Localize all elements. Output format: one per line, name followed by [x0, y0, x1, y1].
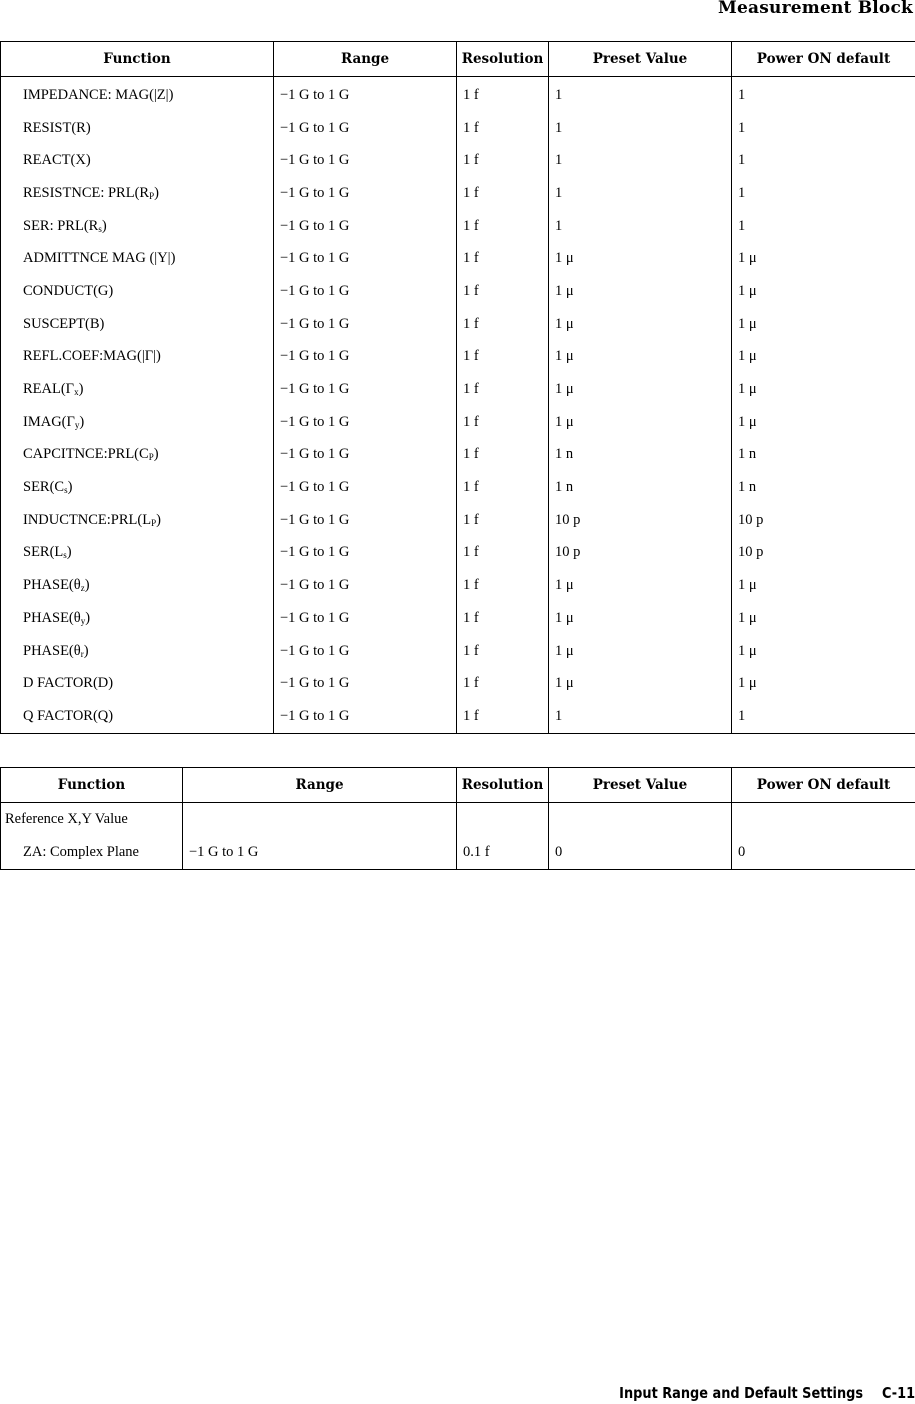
cell-preset-value: 1 n	[549, 471, 732, 504]
function-subscript: x	[74, 387, 79, 398]
table-row	[1, 373, 915, 406]
cell-resolution: 1 f	[457, 602, 549, 635]
cell-resolution: 1 f	[457, 373, 549, 406]
table-row	[1, 537, 915, 570]
cell-function	[1, 373, 274, 406]
cell-power-on-default: 1 μ	[732, 308, 915, 341]
cell-power-on-default: 1 μ	[732, 373, 915, 406]
cell-preset-value: 0	[549, 836, 732, 870]
table-row	[1, 210, 915, 243]
cell-preset-value: 1 μ	[549, 308, 732, 341]
cell-power-on-default: 1	[732, 112, 915, 145]
function-subscript: P	[148, 452, 154, 463]
cell-preset-value: 1 μ	[549, 406, 732, 439]
function-name: REFL.COEF:MAG(|Γ|)	[23, 348, 161, 365]
function-closing: )	[154, 184, 159, 201]
cell-function	[1, 77, 274, 112]
function-name: SER(L	[23, 544, 64, 561]
cell-resolution: 1 f	[457, 275, 549, 308]
table-row	[1, 242, 915, 275]
function-closing: )	[66, 544, 72, 561]
cell-resolution: 1 f	[457, 471, 549, 504]
function-closing: )	[83, 642, 89, 659]
cell-range: −1 G to 1 G	[274, 144, 457, 177]
function-name: RESISTNCE: PRL(R	[23, 184, 150, 201]
cell-range: −1 G to 1 G	[274, 471, 457, 504]
table-row	[1, 667, 915, 700]
cell-function	[1, 471, 274, 504]
function-name: REAL(Γ	[23, 381, 75, 398]
function-subscript: s	[64, 485, 68, 496]
cell-range: −1 G to 1 G	[274, 77, 457, 112]
cell-power-on-default: 1 n	[732, 439, 915, 472]
cell-range: −1 G to 1 G	[274, 406, 457, 439]
function-closing: )	[156, 511, 161, 528]
table-header-row	[1, 768, 915, 803]
cell-preset-value: 1	[549, 700, 732, 733]
function-subscript: P	[151, 517, 157, 528]
cell-range: −1 G to 1 G	[274, 667, 457, 700]
cell-preset-value: 1 μ	[549, 635, 732, 668]
cell-range: −1 G to 1 G	[274, 700, 457, 733]
cell-preset-value: 1 n	[549, 439, 732, 472]
function-name: RESIST(R)	[23, 119, 91, 136]
cell-power-on-default: 1 μ	[732, 406, 915, 439]
cell-resolution: 1 f	[457, 667, 549, 700]
cell-power-on-default: 1 μ	[732, 242, 915, 275]
function-subscript: z	[80, 583, 85, 594]
table-group-row	[1, 803, 915, 837]
header-power-on-default: Power ON default	[732, 42, 915, 77]
cell-range: −1 G to 1 G	[274, 569, 457, 602]
cell-function: ZA: Complex Plane	[1, 836, 183, 870]
cell-power-on-default: 0	[732, 836, 915, 870]
cell-range: −1 G to 1 G	[274, 210, 457, 243]
header-range: Range	[274, 42, 457, 77]
table-row	[1, 836, 915, 870]
cell-power-on-default: 1 μ	[732, 667, 915, 700]
function-closing: )	[85, 609, 91, 626]
page-number: C-11	[881, 1384, 915, 1402]
cell-resolution: 1 f	[457, 700, 549, 733]
cell-power-on-default: 10 p	[732, 537, 915, 570]
function-closing: )	[79, 413, 85, 430]
function-name: Q FACTOR(Q)	[23, 707, 114, 724]
cell-resolution: 1 f	[457, 112, 549, 145]
cell-resolution: 1 f	[457, 341, 549, 374]
cell-power-on-default: 1	[732, 77, 915, 112]
cell-resolution: 1 f	[457, 537, 549, 570]
cell-power-on-default: 1 μ	[732, 275, 915, 308]
table-row	[1, 700, 915, 733]
cell-resolution: 1 f	[457, 144, 549, 177]
cell-range: −1 G to 1 G	[274, 341, 457, 374]
header-range: Range	[183, 768, 457, 803]
function-closing: )	[101, 217, 107, 234]
cell-resolution: 1 f	[457, 439, 549, 472]
cell-preset-value: 1	[549, 177, 732, 210]
cell-function	[1, 242, 274, 275]
function-name: IMAG(Γ	[23, 413, 75, 430]
table-row	[1, 275, 915, 308]
cell-resolution: 1 f	[457, 406, 549, 439]
function-name: IMPEDANCE: MAG(|Z|)	[23, 86, 174, 103]
table-row	[1, 439, 915, 472]
cell-preset-value: 1	[549, 210, 732, 243]
cell-preset-value: 1	[549, 144, 732, 177]
function-subscript: y	[74, 419, 80, 430]
function-name: CONDUCT(G)	[23, 282, 114, 299]
cell-power-on-default: 1	[732, 144, 915, 177]
table-row	[1, 406, 915, 439]
cell-function	[1, 177, 274, 210]
cell-resolution: 1 f	[457, 210, 549, 243]
cell-preset-value: 10 p	[549, 537, 732, 570]
table-row	[1, 569, 915, 602]
cell-preset-value: 1 μ	[549, 602, 732, 635]
group-label: Reference X,Y Value	[1, 803, 183, 837]
cell-power-on-default: 1 n	[732, 471, 915, 504]
cell-range: −1 G to 1 G	[183, 836, 457, 870]
reference-value-table	[0, 767, 915, 870]
function-subscript: s	[98, 223, 102, 234]
cell-function	[1, 341, 274, 374]
cell-function	[1, 275, 274, 308]
function-name: PHASE(θ	[23, 577, 81, 594]
function-name: ADMITTNCE MAG (|Y|)	[23, 250, 176, 267]
table-row	[1, 144, 915, 177]
measurement-range-table	[0, 41, 915, 734]
cell-power-on-default: 1	[732, 700, 915, 733]
cell-function	[1, 504, 274, 537]
cell-range: −1 G to 1 G	[274, 602, 457, 635]
cell-resolution: 1 f	[457, 242, 549, 275]
cell-function	[1, 406, 274, 439]
cell-range: −1 G to 1 G	[274, 504, 457, 537]
table-row	[1, 112, 915, 145]
header-preset-value: Preset Value	[549, 42, 732, 77]
header-function: Function	[1, 768, 183, 803]
table-row	[1, 341, 915, 374]
cell-function	[1, 439, 274, 472]
function-subscript: s	[63, 550, 67, 561]
function-name: PHASE(θ	[23, 642, 81, 659]
cell-resolution: 1 f	[457, 569, 549, 602]
function-subscript: P	[149, 190, 155, 201]
section-title: Measurement Block	[718, 0, 913, 18]
cell-power-on-default: 1 μ	[732, 602, 915, 635]
cell-preset-value: 1 μ	[549, 275, 732, 308]
header-preset-value: Preset Value	[549, 768, 732, 803]
function-name: REACT(X)	[23, 152, 91, 169]
cell-range: −1 G to 1 G	[274, 439, 457, 472]
table-row	[1, 504, 915, 537]
cell-preset-value: 1 μ	[549, 242, 732, 275]
header-resolution: Resolution	[457, 42, 549, 77]
cell-function	[1, 700, 274, 733]
cell-resolution: 1 f	[457, 177, 549, 210]
cell-preset-value: 1 μ	[549, 373, 732, 406]
cell-power-on-default: 1 μ	[732, 635, 915, 668]
cell-power-on-default: 1	[732, 177, 915, 210]
cell-resolution: 1 f	[457, 504, 549, 537]
cell-range: −1 G to 1 G	[274, 112, 457, 145]
cell-range: −1 G to 1 G	[274, 308, 457, 341]
table-row	[1, 177, 915, 210]
function-closing: )	[153, 446, 159, 463]
header-resolution: Resolution	[457, 768, 549, 803]
function-name: CAPCITNCE:PRL(C	[23, 446, 149, 463]
cell-preset-value: 1 μ	[549, 569, 732, 602]
cell-function	[1, 210, 274, 243]
cell-preset-value: 1 μ	[549, 341, 732, 374]
cell-function	[1, 537, 274, 570]
cell-range: −1 G to 1 G	[274, 242, 457, 275]
cell-resolution: 1 f	[457, 308, 549, 341]
function-name: INDUCTNCE:PRL(L	[23, 511, 152, 528]
function-subscript: r	[80, 648, 84, 659]
table-row	[1, 602, 915, 635]
table-row	[1, 77, 915, 112]
cell-power-on-default: 1 μ	[732, 341, 915, 374]
table-row	[1, 635, 915, 668]
cell-range: −1 G to 1 G	[274, 635, 457, 668]
cell-function	[1, 112, 274, 145]
table-row	[1, 471, 915, 504]
cell-range: −1 G to 1 G	[274, 537, 457, 570]
cell-power-on-default: 1 μ	[732, 569, 915, 602]
cell-resolution: 0.1 f	[457, 836, 549, 870]
cell-resolution: 1 f	[457, 77, 549, 112]
table-header-row	[1, 42, 915, 77]
cell-resolution: 1 f	[457, 635, 549, 668]
cell-function	[1, 602, 274, 635]
function-name: SER: PRL(R	[23, 217, 99, 234]
function-name: SER(C	[23, 479, 65, 496]
function-closing: )	[67, 479, 73, 496]
cell-preset-value: 1 μ	[549, 667, 732, 700]
cell-range: −1 G to 1 G	[274, 275, 457, 308]
function-name: SUSCEPT(B)	[23, 315, 105, 332]
cell-function	[1, 308, 274, 341]
function-closing: )	[78, 381, 84, 398]
cell-range: −1 G to 1 G	[274, 177, 457, 210]
cell-power-on-default: 10 p	[732, 504, 915, 537]
cell-power-on-default: 1	[732, 210, 915, 243]
cell-function	[1, 569, 274, 602]
function-name: D FACTOR(D)	[23, 675, 114, 692]
cell-preset-value: 1	[549, 112, 732, 145]
cell-preset-value: 10 p	[549, 504, 732, 537]
cell-range: −1 G to 1 G	[274, 373, 457, 406]
cell-function	[1, 635, 274, 668]
cell-function	[1, 144, 274, 177]
function-name: PHASE(θ	[23, 609, 81, 626]
function-subscript: y	[80, 615, 86, 626]
page-footer	[619, 1384, 915, 1402]
header-power-on-default: Power ON default	[732, 768, 915, 803]
footer-title: Input Range and Default Settings	[619, 1384, 864, 1402]
cell-preset-value: 1	[549, 77, 732, 112]
cell-function	[1, 667, 274, 700]
table-row	[1, 308, 915, 341]
header-function: Function	[1, 42, 274, 77]
function-closing: )	[84, 577, 90, 594]
